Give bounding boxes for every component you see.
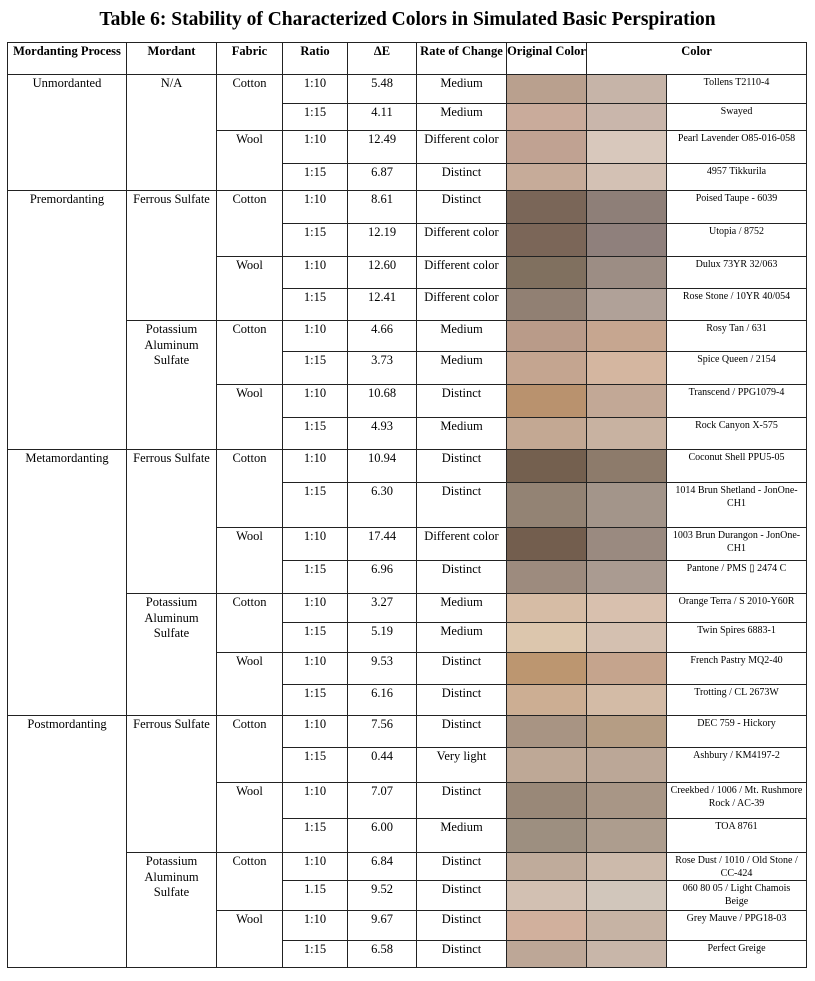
delta-e-cell: 3.73 xyxy=(348,352,417,385)
original-color-swatch xyxy=(507,257,587,289)
delta-e-cell: 6.30 xyxy=(348,483,417,528)
color-name-cell: 4957 Tikkurila xyxy=(667,164,807,191)
delta-e-cell: 7.07 xyxy=(348,783,417,819)
rate-cell: Distinct xyxy=(417,853,507,881)
table-row xyxy=(8,321,807,352)
color-name-cell: 1003 Brun Durangon - JonOne-CH1 xyxy=(667,528,807,561)
color-swatch xyxy=(587,164,667,191)
ratio-cell: 1:15 xyxy=(283,623,348,653)
ratio-cell: 1:15 xyxy=(283,483,348,528)
original-color-swatch xyxy=(507,853,587,881)
rate-cell: Distinct xyxy=(417,164,507,191)
ratio-cell: 1:15 xyxy=(283,941,348,968)
rate-cell: Distinct xyxy=(417,561,507,594)
color-name-cell: Trotting / CL 2673W xyxy=(667,685,807,716)
delta-e-cell: 12.49 xyxy=(348,131,417,164)
color-name-cell: Pearl Lavender O85-016-058 xyxy=(667,131,807,164)
original-color-swatch xyxy=(507,104,587,131)
mordant-cell: Potassium Aluminum Sulfate xyxy=(127,321,217,450)
fabric-cell: Wool xyxy=(217,528,283,594)
rate-cell: Different color xyxy=(417,257,507,289)
color-name-cell: Spice Queen / 2154 xyxy=(667,352,807,385)
delta-e-cell: 4.66 xyxy=(348,321,417,352)
table-row xyxy=(8,191,807,224)
ratio-cell: 1:10 xyxy=(283,191,348,224)
original-color-swatch xyxy=(507,352,587,385)
ratio-cell: 1:15 xyxy=(283,561,348,594)
mordant-cell: N/A xyxy=(127,75,217,191)
header-mordanting-process: Mordanting Process xyxy=(8,43,127,75)
ratio-cell: 1:10 xyxy=(283,257,348,289)
color-swatch xyxy=(587,685,667,716)
fabric-cell: Wool xyxy=(217,911,283,968)
rate-cell: Distinct xyxy=(417,450,507,483)
color-name-cell: Coconut Shell PPU5-05 xyxy=(667,450,807,483)
color-swatch xyxy=(587,289,667,321)
original-color-swatch xyxy=(507,131,587,164)
color-swatch xyxy=(587,450,667,483)
original-color-swatch xyxy=(507,385,587,418)
process-cell: Postmordanting xyxy=(8,716,127,968)
delta-e-cell: 10.68 xyxy=(348,385,417,418)
header-rate-of-change: Rate of Change xyxy=(417,43,507,75)
fabric-cell: Cotton xyxy=(217,191,283,257)
rate-cell: Distinct xyxy=(417,911,507,941)
delta-e-cell: 9.53 xyxy=(348,653,417,685)
mordant-cell: Ferrous Sulfate xyxy=(127,450,217,594)
color-name-cell: Transcend / PPG1079-4 xyxy=(667,385,807,418)
rate-cell: Distinct xyxy=(417,483,507,528)
fabric-cell: Wool xyxy=(217,385,283,450)
color-name-cell: 060 80 05 / Light Chamois Beige xyxy=(667,881,807,911)
rate-cell: Distinct xyxy=(417,191,507,224)
ratio-cell: 1:15 xyxy=(283,685,348,716)
original-color-swatch xyxy=(507,224,587,257)
fabric-cell: Cotton xyxy=(217,75,283,131)
rate-cell: Medium xyxy=(417,819,507,853)
fabric-cell: Cotton xyxy=(217,321,283,385)
header-row xyxy=(8,43,807,75)
original-color-swatch xyxy=(507,623,587,653)
delta-e-cell: 5.48 xyxy=(348,75,417,104)
fabric-cell: Wool xyxy=(217,257,283,321)
color-name-cell: TOA 8761 xyxy=(667,819,807,853)
header-delta-e: ΔE xyxy=(348,43,417,75)
mordant-cell: Potassium Aluminum Sulfate xyxy=(127,594,217,716)
color-name-cell: French Pastry MQ2-40 xyxy=(667,653,807,685)
original-color-swatch xyxy=(507,75,587,104)
color-name-cell: Rock Canyon X-575 xyxy=(667,418,807,450)
original-color-swatch xyxy=(507,819,587,853)
rate-cell: Different color xyxy=(417,289,507,321)
delta-e-cell: 6.16 xyxy=(348,685,417,716)
color-swatch xyxy=(587,653,667,685)
color-name-cell: Twin Spires 6883-1 xyxy=(667,623,807,653)
fabric-cell: Wool xyxy=(217,131,283,191)
ratio-cell: 1:10 xyxy=(283,450,348,483)
color-name-cell: Grey Mauve / PPG18-03 xyxy=(667,911,807,941)
header-mordant: Mordant xyxy=(127,43,217,75)
ratio-cell: 1:10 xyxy=(283,853,348,881)
color-swatch xyxy=(587,748,667,783)
ratio-cell: 1.15 xyxy=(283,881,348,911)
mordant-cell: Ferrous Sulfate xyxy=(127,191,217,321)
original-color-swatch xyxy=(507,321,587,352)
original-color-swatch xyxy=(507,594,587,623)
color-swatch xyxy=(587,941,667,968)
original-color-swatch xyxy=(507,483,587,528)
delta-e-cell: 6.96 xyxy=(348,561,417,594)
stability-table xyxy=(7,42,807,968)
color-swatch xyxy=(587,528,667,561)
color-swatch xyxy=(587,104,667,131)
original-color-swatch xyxy=(507,653,587,685)
delta-e-cell: 4.11 xyxy=(348,104,417,131)
delta-e-cell: 12.19 xyxy=(348,224,417,257)
ratio-cell: 1:15 xyxy=(283,104,348,131)
color-swatch xyxy=(587,483,667,528)
color-swatch xyxy=(587,352,667,385)
table-row xyxy=(8,853,807,881)
original-color-swatch xyxy=(507,941,587,968)
ratio-cell: 1:15 xyxy=(283,418,348,450)
delta-e-cell: 6.58 xyxy=(348,941,417,968)
ratio-cell: 1:10 xyxy=(283,321,348,352)
color-swatch xyxy=(587,257,667,289)
ratio-cell: 1:10 xyxy=(283,783,348,819)
rate-cell: Distinct xyxy=(417,653,507,685)
color-name-cell: Swayed xyxy=(667,104,807,131)
table-row xyxy=(8,75,807,104)
ratio-cell: 1:10 xyxy=(283,653,348,685)
rate-cell: Medium xyxy=(417,594,507,623)
delta-e-cell: 3.27 xyxy=(348,594,417,623)
ratio-cell: 1:10 xyxy=(283,385,348,418)
color-name-cell: Poised Taupe - 6039 xyxy=(667,191,807,224)
color-swatch xyxy=(587,623,667,653)
rate-cell: Medium xyxy=(417,418,507,450)
ratio-cell: 1:15 xyxy=(283,164,348,191)
process-cell: Unmordanted xyxy=(8,75,127,191)
original-color-swatch xyxy=(507,191,587,224)
color-name-cell: Pantone / PMS ▯ 2474 C xyxy=(667,561,807,594)
color-swatch xyxy=(587,561,667,594)
color-name-cell: Ashbury / KM4197-2 xyxy=(667,748,807,783)
fabric-cell: Wool xyxy=(217,783,283,853)
rate-cell: Distinct xyxy=(417,716,507,748)
fabric-cell: Cotton xyxy=(217,716,283,783)
mordant-cell: Ferrous Sulfate xyxy=(127,716,217,853)
ratio-cell: 1:15 xyxy=(283,748,348,783)
color-name-cell: Rose Dust / 1010 / Old Stone / CC-424 xyxy=(667,853,807,881)
rate-cell: Medium xyxy=(417,75,507,104)
original-color-swatch xyxy=(507,164,587,191)
ratio-cell: 1:10 xyxy=(283,911,348,941)
original-color-swatch xyxy=(507,881,587,911)
rate-cell: Different color xyxy=(417,528,507,561)
delta-e-cell: 12.41 xyxy=(348,289,417,321)
delta-e-cell: 17.44 xyxy=(348,528,417,561)
rate-cell: Distinct xyxy=(417,881,507,911)
original-color-swatch xyxy=(507,450,587,483)
original-color-swatch xyxy=(507,289,587,321)
ratio-cell: 1:15 xyxy=(283,289,348,321)
color-swatch xyxy=(587,191,667,224)
fabric-cell: Cotton xyxy=(217,594,283,653)
color-swatch xyxy=(587,224,667,257)
header-ratio: Ratio xyxy=(283,43,348,75)
header-fabric: Fabric xyxy=(217,43,283,75)
rate-cell: Very light xyxy=(417,748,507,783)
delta-e-cell: 6.00 xyxy=(348,819,417,853)
fabric-cell: Wool xyxy=(217,653,283,716)
color-name-cell: Tollens T2110-4 xyxy=(667,75,807,104)
table-title: Table 6: Stability of Characterized Colors in Simulated Basic Perspiration xyxy=(99,9,716,30)
color-name-cell: Rose Stone / 10YR 40/054 xyxy=(667,289,807,321)
ratio-cell: 1:10 xyxy=(283,75,348,104)
mordant-cell: Potassium Aluminum Sulfate xyxy=(127,853,217,968)
fabric-cell: Cotton xyxy=(217,853,283,911)
rate-cell: Different color xyxy=(417,131,507,164)
process-cell: Metamordanting xyxy=(8,450,127,716)
ratio-cell: 1:15 xyxy=(283,352,348,385)
process-cell: Premordanting xyxy=(8,191,127,450)
delta-e-cell: 9.52 xyxy=(348,881,417,911)
color-name-cell: Orange Terra / S 2010-Y60R xyxy=(667,594,807,623)
ratio-cell: 1:15 xyxy=(283,819,348,853)
delta-e-cell: 10.94 xyxy=(348,450,417,483)
ratio-cell: 1:10 xyxy=(283,528,348,561)
color-name-cell: Dulux 73YR 32/063 xyxy=(667,257,807,289)
color-name-cell: 1014 Brun Shetland - JonOne-CH1 xyxy=(667,483,807,528)
header-color: Color xyxy=(587,43,807,75)
color-swatch xyxy=(587,594,667,623)
color-swatch xyxy=(587,819,667,853)
delta-e-cell: 4.93 xyxy=(348,418,417,450)
color-swatch xyxy=(587,75,667,104)
delta-e-cell: 0.44 xyxy=(348,748,417,783)
delta-e-cell: 8.61 xyxy=(348,191,417,224)
rate-cell: Distinct xyxy=(417,685,507,716)
original-color-swatch xyxy=(507,783,587,819)
ratio-cell: 1:10 xyxy=(283,716,348,748)
rate-cell: Medium xyxy=(417,104,507,131)
color-name-cell: Perfect Greige xyxy=(667,941,807,968)
rate-cell: Distinct xyxy=(417,783,507,819)
delta-e-cell: 6.84 xyxy=(348,853,417,881)
color-swatch xyxy=(587,716,667,748)
original-color-swatch xyxy=(507,528,587,561)
color-swatch xyxy=(587,853,667,881)
original-color-swatch xyxy=(507,685,587,716)
rate-cell: Medium xyxy=(417,321,507,352)
rate-cell: Distinct xyxy=(417,941,507,968)
table-row xyxy=(8,450,807,483)
rate-cell: Medium xyxy=(417,352,507,385)
ratio-cell: 1:10 xyxy=(283,131,348,164)
delta-e-cell: 6.87 xyxy=(348,164,417,191)
color-swatch xyxy=(587,385,667,418)
color-name-cell: Rosy Tan / 631 xyxy=(667,321,807,352)
rate-cell: Different color xyxy=(417,224,507,257)
original-color-swatch xyxy=(507,716,587,748)
rate-cell: Medium xyxy=(417,623,507,653)
color-swatch xyxy=(587,911,667,941)
color-swatch xyxy=(587,321,667,352)
rate-cell: Distinct xyxy=(417,385,507,418)
color-name-cell: DEC 759 - Hickory xyxy=(667,716,807,748)
delta-e-cell: 5.19 xyxy=(348,623,417,653)
color-swatch xyxy=(587,418,667,450)
color-name-cell: Utopia / 8752 xyxy=(667,224,807,257)
delta-e-cell: 12.60 xyxy=(348,257,417,289)
header-original-color: Original Color xyxy=(507,43,587,75)
color-name-cell: Creekbed / 1006 / Mt. Rushmore Rock / AC-39 xyxy=(667,783,807,819)
color-swatch xyxy=(587,783,667,819)
delta-e-cell: 9.67 xyxy=(348,911,417,941)
color-swatch xyxy=(587,881,667,911)
original-color-swatch xyxy=(507,911,587,941)
color-swatch xyxy=(587,131,667,164)
ratio-cell: 1:15 xyxy=(283,224,348,257)
delta-e-cell: 7.56 xyxy=(348,716,417,748)
original-color-swatch xyxy=(507,418,587,450)
fabric-cell: Cotton xyxy=(217,450,283,528)
original-color-swatch xyxy=(507,561,587,594)
table-row xyxy=(8,594,807,623)
original-color-swatch xyxy=(507,748,587,783)
table-row xyxy=(8,716,807,748)
ratio-cell: 1:10 xyxy=(283,594,348,623)
